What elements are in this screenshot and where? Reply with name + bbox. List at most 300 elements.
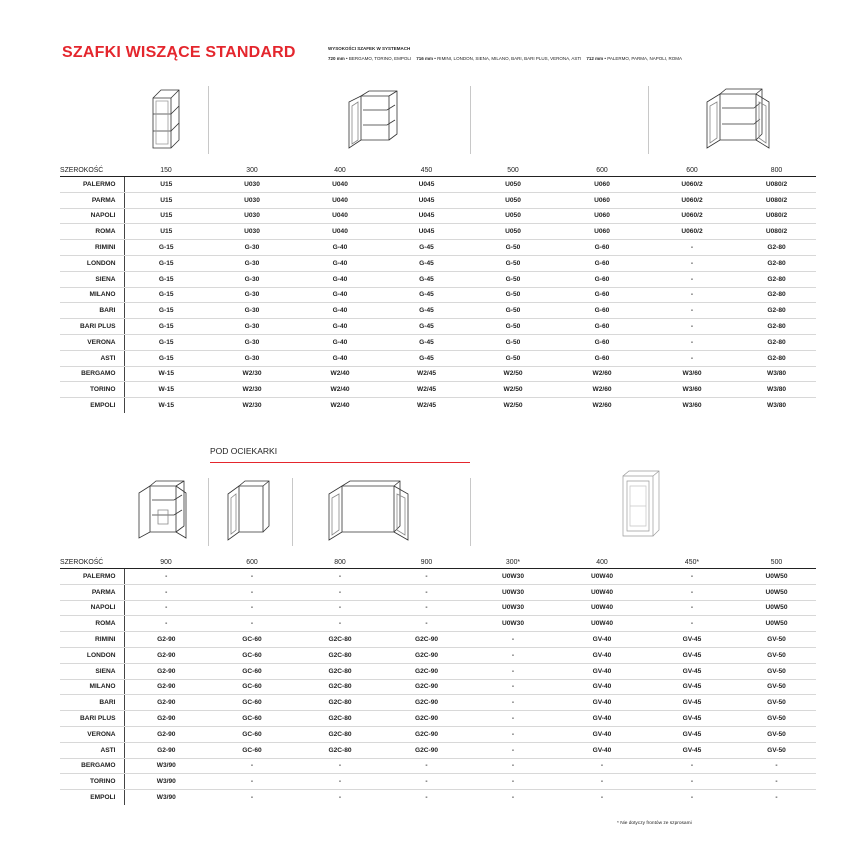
product-code-cell: - [296,774,384,790]
product-code-cell: U030 [208,208,296,224]
product-code-cell: GV-45 [647,695,737,711]
system-name: TORINO [60,382,124,398]
table-header-row [60,545,816,569]
system-name: RIMINI [60,632,124,648]
width-header: 300* [469,545,557,569]
table-row [60,224,816,240]
product-code-cell: GV-45 [647,632,737,648]
product-code-cell: G2C-90 [384,726,469,742]
product-code-cell: - [737,774,816,790]
product-code-cell: - [469,774,557,790]
product-code-cell: U045 [384,208,469,224]
width-header: 500 [737,545,816,569]
system-name: SIENA [60,663,124,679]
product-code-cell: G-30 [208,255,296,271]
product-code-cell: G-15 [124,240,208,256]
product-code-cell: G2-80 [737,240,816,256]
product-code-cell: G2C-90 [384,647,469,663]
product-code-cell: G-40 [296,334,384,350]
product-code-cell: GV-50 [737,695,816,711]
table-row [60,208,816,224]
product-code-cell: U0W50 [737,600,816,616]
product-code-cell: G-30 [208,350,296,366]
width-header: 600 [208,545,296,569]
product-code-cell: GC-60 [208,742,296,758]
product-code-cell: G-45 [384,287,469,303]
product-code-cell: U0W30 [469,569,557,585]
table-row [60,790,816,805]
product-code-cell: - [647,334,737,350]
product-code-cell: W2/30 [208,382,296,398]
system-name: PALERMO [60,569,124,585]
product-code-cell: W3/90 [124,774,208,790]
product-code-cell: - [208,774,296,790]
width-header: 900 [124,545,208,569]
column-divider [470,86,471,154]
height-value-2: 716 mm [416,56,433,61]
product-code-cell: - [124,569,208,585]
heights-heading: WYSOKOŚCI SZAFEK W SYSTEMACH [328,46,411,51]
product-code-cell: G-45 [384,334,469,350]
product-code-cell: G-50 [469,240,557,256]
system-name: BARI PLUS [60,319,124,335]
table-row [60,192,816,208]
width-header: 450 [384,153,469,177]
system-name: TORINO [60,774,124,790]
system-name: MILANO [60,679,124,695]
product-code-cell: U060 [557,177,647,193]
system-name: PARMA [60,584,124,600]
product-code-cell: - [250,794,254,802]
cabinet-corner-illustration [136,480,188,542]
product-code-cell: G2-90 [124,647,208,663]
product-code-cell: G-60 [557,255,647,271]
product-code-cell: G-40 [296,303,384,319]
table-row [60,569,816,585]
product-code-cell: W2/50 [469,366,557,382]
product-code-cell: U060 [557,208,647,224]
product-code-cell: G2-90 [124,663,208,679]
product-code-cell: GC-60 [208,726,296,742]
product-code-cell: G-50 [469,303,557,319]
product-code-cell: - [384,758,469,774]
product-code-cell: U15 [124,192,208,208]
width-label: SZEROKOŚĆ [60,545,124,569]
product-code-cell: G2C-90 [384,632,469,648]
product-code-cell: - [384,569,469,585]
product-code-cell: U030 [208,224,296,240]
product-code-cell: U060/2 [647,224,737,240]
product-code-cell: - [208,758,296,774]
product-code-cell: - [469,679,557,695]
product-code-cell: - [647,584,737,600]
product-code-cell: G-40 [296,271,384,287]
product-code-cell: U0W30 [469,600,557,616]
product-code-cell: U050 [469,224,557,240]
product-code-cell: W3/80 [766,402,787,410]
product-code-cell: G2-80 [737,334,816,350]
product-code-cell: - [296,758,384,774]
product-code-cell: W3/60 [682,402,702,410]
product-code-cell: - [647,287,737,303]
cabinet-single-door-illustration [343,90,399,150]
product-code-cell: G2-90 [124,726,208,742]
product-code-cell: GV-45 [647,742,737,758]
system-name: EMPOLI [60,790,124,805]
system-name: BERGAMO [60,758,124,774]
product-code-cell: G2-80 [737,319,816,335]
product-code-cell: G2C-90 [384,695,469,711]
product-code-cell: G-40 [296,319,384,335]
column-divider [648,86,649,154]
product-code-cell: U045 [384,224,469,240]
product-code-cell: GV-40 [557,663,647,679]
product-code-cell: GV-45 [647,663,737,679]
product-code-cell: G-50 [469,334,557,350]
product-code-cell: G2C-90 [384,663,469,679]
table-standard-cabinets [60,153,816,413]
footnote: * Nie dotyczy frontów ze szprosami [617,821,692,826]
product-code-cell: W2/60 [557,382,647,398]
product-code-cell: G-50 [469,350,557,366]
product-code-cell: - [647,240,737,256]
table-row [60,726,816,742]
product-code-cell: - [690,794,694,802]
table-row [60,240,816,256]
product-code-cell: - [469,758,557,774]
system-name: BARI PLUS [60,711,124,727]
product-code-cell: - [338,794,342,802]
product-code-cell: - [208,616,296,632]
product-code-cell: - [208,584,296,600]
product-code-cell: GC-60 [208,711,296,727]
width-label: SZEROKOŚĆ [60,153,124,177]
system-name: BERGAMO [60,366,124,382]
product-code-cell: U080/2 [737,224,816,240]
product-code-cell: U0W30 [469,616,557,632]
product-code-cell: G-40 [296,350,384,366]
product-code-cell: W2/40 [296,366,384,382]
system-name: MILANO [60,287,124,303]
product-code-cell: - [775,794,778,802]
product-code-cell: - [384,600,469,616]
product-code-cell: GV-40 [557,726,647,742]
system-name: NAPOLI [60,208,124,224]
product-code-cell: GC-60 [208,695,296,711]
product-code-cell: G-45 [384,240,469,256]
column-divider [208,478,209,546]
product-code-cell: U080/2 [737,208,816,224]
table-row [60,334,816,350]
product-code-cell: GC-60 [208,663,296,679]
product-code-cell: G-50 [469,255,557,271]
product-code-cell: - [647,774,737,790]
product-code-cell: - [469,726,557,742]
width-header: 600 [647,153,737,177]
product-code-cell: W-15 [124,382,208,398]
table-row [60,271,816,287]
product-code-cell: G-15 [124,303,208,319]
product-code-cell: U030 [208,192,296,208]
product-code-cell: G2C-90 [384,742,469,758]
product-code-cell: G2C-80 [296,679,384,695]
product-code-cell: G-30 [208,271,296,287]
cabinet-glass-door-illustration [618,470,662,540]
product-code-cell: G2C-80 [296,647,384,663]
system-name: PALERMO [60,177,124,193]
width-header: 400 [296,153,384,177]
product-code-cell: U060 [557,224,647,240]
product-code-cell: G2-90 [124,632,208,648]
section-label-pod-ociekarki: POD OCIEKARKI [210,446,278,456]
product-code-cell: - [647,569,737,585]
column-divider [208,86,209,154]
product-code-cell: G-60 [557,350,647,366]
product-code-cell: U060 [557,192,647,208]
product-code-cell: W3/60 [647,366,737,382]
product-code-cell: U030 [208,177,296,193]
product-code-cell: W2/40 [330,402,350,410]
product-code-cell: G2-80 [737,303,816,319]
product-code-cell: W2/30 [242,402,262,410]
table-row [60,742,816,758]
product-code-cell: - [647,319,737,335]
product-code-cell: G-30 [208,319,296,335]
product-code-cell: G-30 [208,240,296,256]
product-code-cell: - [469,695,557,711]
product-code-cell: GV-50 [737,632,816,648]
product-code-cell: - [469,742,557,758]
product-code-cell: U0W40 [557,584,647,600]
product-code-cell: G-60 [557,334,647,350]
section-underline [210,462,470,463]
product-code-cell: G-15 [124,271,208,287]
table-row [60,382,816,398]
product-code-cell: - [208,569,296,585]
product-code-cell: U060/2 [647,208,737,224]
product-code-cell: G2C-80 [296,742,384,758]
product-code-cell: - [647,271,737,287]
table-row [60,600,816,616]
system-name: VERONA [60,726,124,742]
product-code-cell: G-40 [296,240,384,256]
table-row [60,663,816,679]
product-code-cell: G2C-80 [296,726,384,742]
product-code-cell: GV-50 [737,711,816,727]
column-divider [292,478,293,546]
system-name: RIMINI [60,240,124,256]
width-header: 400 [557,545,647,569]
product-code-cell: - [647,600,737,616]
product-code-cell: U040 [296,224,384,240]
system-name: ROMA [60,224,124,240]
product-code-cell: U050 [469,208,557,224]
product-code-cell: U040 [296,208,384,224]
product-code-cell: G-15 [124,319,208,335]
table-drainer-cabinets [60,545,816,805]
product-code-cell: W2/60 [592,402,612,410]
product-code-cell: G-45 [384,350,469,366]
product-code-cell: G-60 [557,319,647,335]
table-row [60,366,816,382]
table-row [60,287,816,303]
product-code-cell: U045 [384,177,469,193]
height-systems-2: RIMINI, LONDON, SIENA, MILANO, BARI, BARI PLUS, VERONA, ASTI [437,56,582,61]
product-code-cell: U0W50 [737,584,816,600]
product-code-cell: W2/60 [557,366,647,382]
product-code-cell: G-45 [384,303,469,319]
table-row [60,319,816,335]
product-code-cell: U050 [469,192,557,208]
height-systems-3: PALERMO, PARMA, NAPOLI, ROMA [607,56,683,61]
product-code-cell: GC-60 [208,632,296,648]
width-header: 800 [737,153,816,177]
product-code-cell: U15 [124,208,208,224]
product-code-cell: G2-90 [124,742,208,758]
product-code-cell: G-60 [557,240,647,256]
product-code-cell: - [124,584,208,600]
product-code-cell: GV-45 [647,647,737,663]
product-code-cell: - [124,600,208,616]
product-code-cell: G-50 [469,287,557,303]
product-code-cell: U0W40 [557,616,647,632]
width-header: 600 [557,153,647,177]
table-row [60,758,816,774]
width-header: 900 [384,545,469,569]
width-header: 500 [469,153,557,177]
product-code-cell: - [647,255,737,271]
product-code-cell: W2/40 [296,382,384,398]
product-code-cell: U060/2 [647,177,737,193]
system-name: ROMA [60,616,124,632]
product-code-cell: U0W30 [469,584,557,600]
product-code-cell: - [647,758,737,774]
product-code-cell: GV-50 [737,679,816,695]
product-code-cell: W3/80 [737,382,816,398]
product-code-cell: - [425,794,428,802]
product-code-cell: - [469,711,557,727]
product-code-cell: G2C-90 [384,679,469,695]
product-code-cell: GC-60 [208,679,296,695]
product-code-cell: GV-40 [557,647,647,663]
system-name: ASTI [60,350,124,366]
product-code-cell: G2-80 [737,255,816,271]
product-code-cell: - [208,600,296,616]
product-code-cell: G2C-80 [296,695,384,711]
height-value-1: 720 mm [328,56,345,61]
product-code-cell: G-30 [208,303,296,319]
product-code-cell: - [600,794,604,802]
product-code-cell: U0W40 [557,569,647,585]
product-code-cell: G2-80 [737,271,816,287]
product-code-cell: G-45 [384,271,469,287]
system-name: PARMA [60,192,124,208]
page-title: SZAFKI WISZĄCE STANDARD [62,44,296,61]
table-row [60,695,816,711]
product-code-cell: G-40 [296,255,384,271]
column-divider [470,478,471,546]
table-row [60,177,816,193]
product-code-cell: G2C-90 [384,711,469,727]
product-code-cell: U060/2 [647,192,737,208]
heights-line: 720 mm • BERGAMO, TORINO, EMPOLI 716 mm • RIMINI, LONDON, SIENA, MILANO, BARI, BARI PLUS, VERONA, ASTI 712 mm • PALERMO, PARMA, NAPOLI, ROMA [328,56,683,61]
product-code-cell: G-15 [124,334,208,350]
system-name: BARI [60,303,124,319]
product-code-cell: W2/45 [384,366,469,382]
product-code-cell: GV-45 [647,726,737,742]
product-code-cell: - [124,616,208,632]
table-header-row [60,153,816,177]
product-code-cell: G-60 [557,303,647,319]
product-code-cell: GV-40 [557,711,647,727]
product-code-cell: G-15 [124,350,208,366]
product-code-cell: GV-40 [557,632,647,648]
product-code-cell: W-15 [158,402,175,410]
product-code-cell: GV-40 [557,742,647,758]
product-code-cell: - [511,794,515,802]
product-code-cell: - [647,616,737,632]
product-code-cell: W2/45 [384,382,469,398]
width-header: 150 [124,153,208,177]
product-code-cell: G-30 [208,334,296,350]
product-code-cell: GV-50 [737,663,816,679]
product-code-cell: G-45 [384,319,469,335]
system-name: SIENA [60,271,124,287]
product-code-cell: GV-45 [647,679,737,695]
product-code-cell: W3/90 [124,758,208,774]
product-code-cell: G2C-80 [296,711,384,727]
product-code-cell: G-15 [124,287,208,303]
product-code-cell: G-30 [208,287,296,303]
product-code-cell: GV-40 [557,695,647,711]
product-code-cell: GC-60 [208,647,296,663]
product-code-cell: - [647,350,737,366]
system-name: VERONA [60,334,124,350]
product-code-cell: GV-45 [647,711,737,727]
system-name: NAPOLI [60,600,124,616]
product-code-cell: - [384,616,469,632]
product-code-cell: U040 [296,192,384,208]
product-code-cell: G2-80 [737,350,816,366]
cabinet-double-door-illustration [702,88,774,150]
system-name: BARI [60,695,124,711]
product-code-cell: W3/60 [647,382,737,398]
table-row [60,679,816,695]
table-row [60,711,816,727]
product-code-cell: U080/2 [737,177,816,193]
table-row [60,632,816,648]
table-row [60,616,816,632]
product-code-cell: G2-90 [124,711,208,727]
product-code-cell: G2-90 [124,695,208,711]
table-row [60,584,816,600]
product-code-cell: G-50 [469,271,557,287]
system-name: LONDON [60,647,124,663]
product-code-cell: G-45 [384,255,469,271]
product-code-cell: G-50 [469,319,557,335]
system-name: ASTI [60,742,124,758]
width-header: 300 [208,153,296,177]
product-code-cell: G-40 [296,287,384,303]
product-code-cell: W-15 [124,366,208,382]
product-code-cell: - [296,616,384,632]
product-code-cell: - [469,647,557,663]
product-code-cell: W3/80 [737,366,816,382]
product-code-cell: - [296,569,384,585]
product-code-cell: W2/45 [416,402,437,410]
table-row [60,255,816,271]
table-row [60,647,816,663]
